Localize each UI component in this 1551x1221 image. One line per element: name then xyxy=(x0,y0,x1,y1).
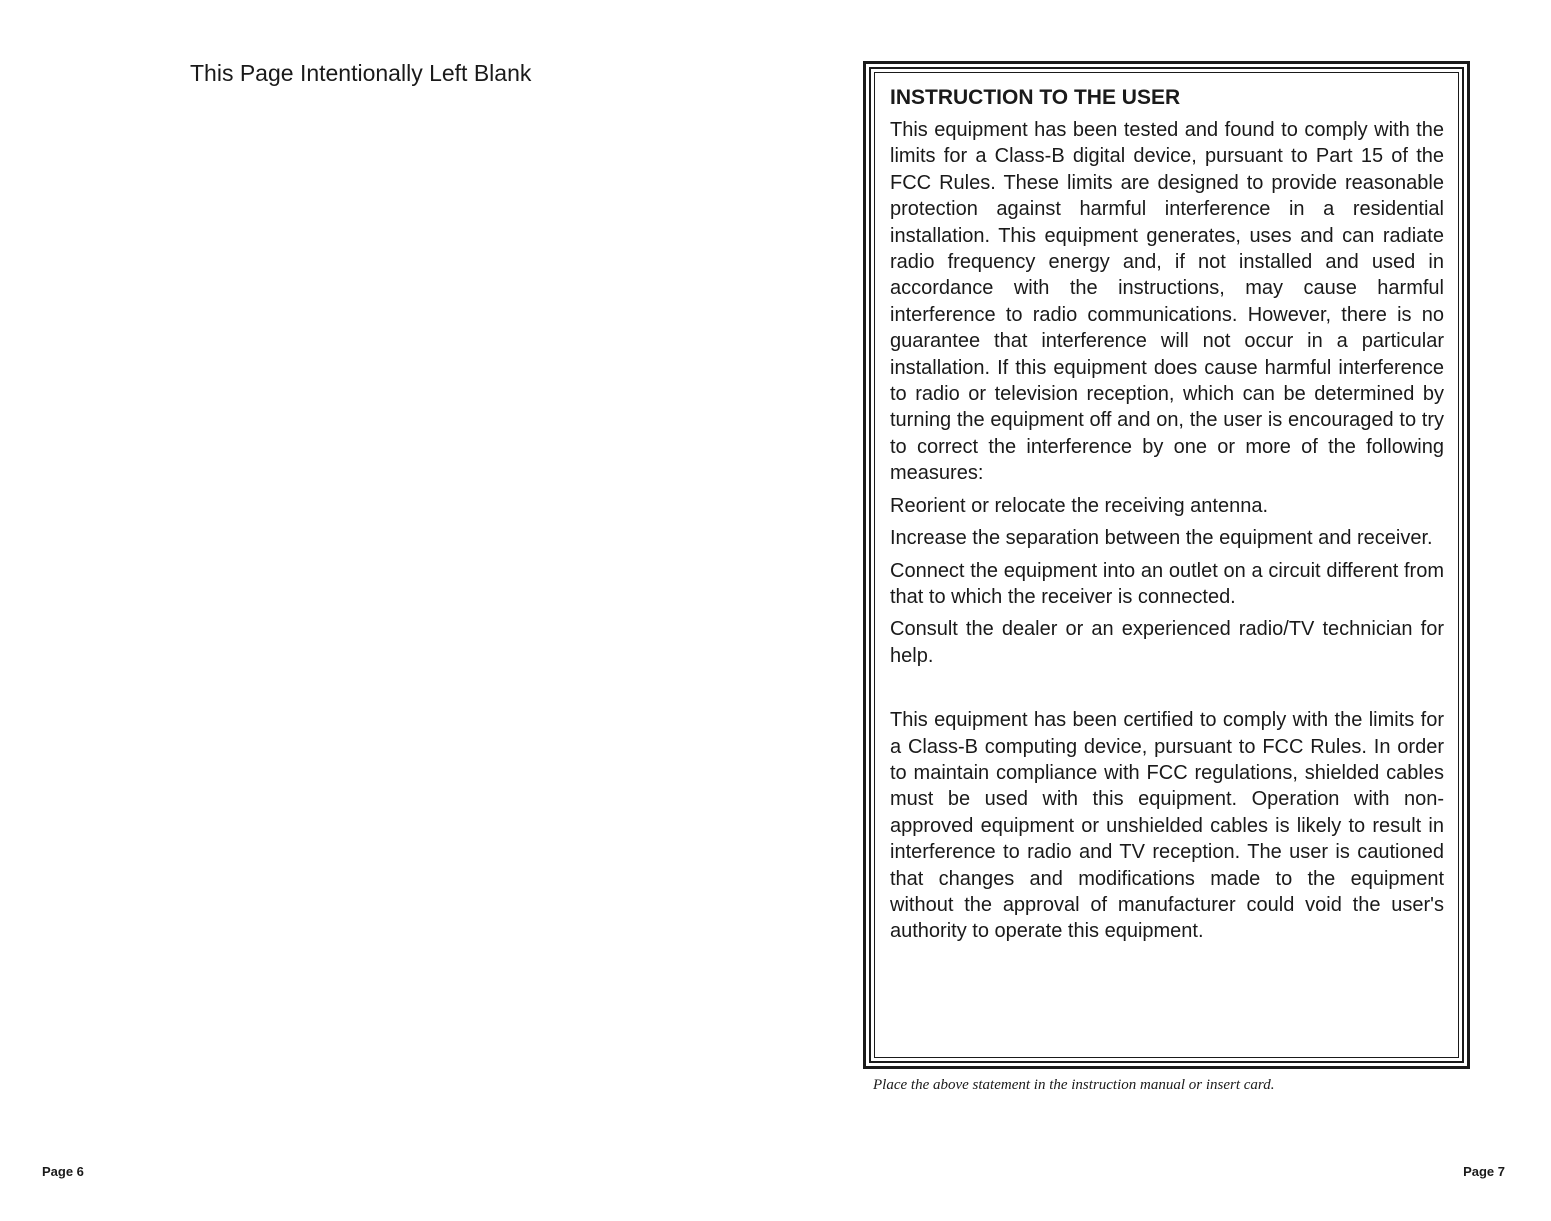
measure-reorient: Reorient or relocate the receiving antenna. xyxy=(890,494,1269,517)
fcc-statement-content xyxy=(874,72,1459,1058)
measure-outlet: Connect the equipment into an outlet on a circuit different from that to which the receiver is connected. xyxy=(890,559,1444,608)
measure-separation: Increase the separation between the equipment and receiver. xyxy=(890,527,1433,550)
placement-caption: Place the above statement in the instruction manual or insert card. xyxy=(873,1077,1275,1093)
blank-page-note: This Page Intentionally Left Blank xyxy=(190,60,532,86)
fcc-statement-box xyxy=(863,61,1470,1069)
page-number-right: Page 7 xyxy=(1463,1164,1505,1179)
fcc-statement-frame xyxy=(869,67,1464,1063)
statement-heading: INSTRUCTION TO THE USER xyxy=(890,86,1181,109)
certification-paragraph: This equipment has been certified to comply with the limits for a Class-B computing device, pursuant to FCC Rules. In order to maintain compliance with FCC regulations, shielded cables must be used with this equipment. Operation with non-approved equipment or unshielded cables is likely to result in interference to radio and TV reception. The user is cautioned that changes and modifications made to the equipment without the approval of manufacturer could void the user's authority to operate this equipment. xyxy=(890,709,1444,943)
measure-consult: Consult the dealer or an experienced radio/TV technician for help. xyxy=(890,618,1444,667)
page-number-left: Page 6 xyxy=(42,1164,84,1179)
compliance-paragraph: This equipment has been tested and found to comply with the limits for a Class-B digital device, pursuant to Part 15 of the FCC Rules. These limits are designed to provide reasonable protection against harmful interference in a residential installation. This equipment generates, uses and can radiate radio frequency energy and, if not installed and used in accordance with the instructions, may cause harmful interference to radio communications. However, there is no guarantee that interference will not occur in a particular installation. If this equipment does cause harmful interference to radio or television reception, which can be determined by turning the equipment off and on, the user is encouraged to try to correct the interference by one or more of the following measures: xyxy=(890,119,1444,485)
